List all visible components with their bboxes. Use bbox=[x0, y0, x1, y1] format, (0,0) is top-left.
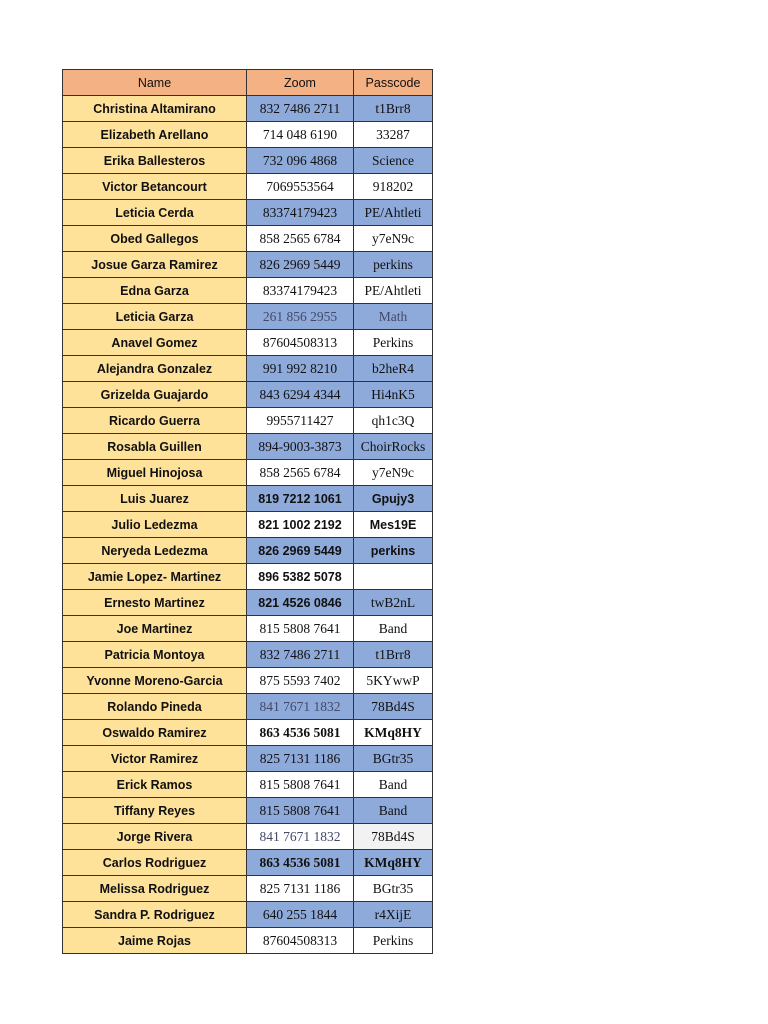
passcode-cell: Perkins bbox=[354, 330, 433, 356]
passcode-cell: qh1c3Q bbox=[354, 408, 433, 434]
table-row bbox=[63, 876, 433, 902]
name-cell: Ernesto Martinez bbox=[63, 590, 247, 616]
passcode-cell: KMq8HY bbox=[354, 720, 433, 746]
passcode-cell: b2heR4 bbox=[354, 356, 433, 382]
table-row bbox=[63, 408, 433, 434]
zoom-id-cell: 843 6294 4344 bbox=[247, 382, 354, 408]
name-cell: Yvonne Moreno-Garcia bbox=[63, 668, 247, 694]
passcode-cell: Perkins bbox=[354, 928, 433, 954]
table-row bbox=[63, 616, 433, 642]
name-cell: Joe Martinez bbox=[63, 616, 247, 642]
passcode-cell: y7eN9c bbox=[354, 226, 433, 252]
passcode-cell: y7eN9c bbox=[354, 460, 433, 486]
name-cell: Victor Betancourt bbox=[63, 174, 247, 200]
zoom-id-cell: 826 2969 5449 bbox=[247, 252, 354, 278]
table-row bbox=[63, 928, 433, 954]
table-row bbox=[63, 772, 433, 798]
zoom-id-cell: 832 7486 2711 bbox=[247, 96, 354, 122]
table-row bbox=[63, 694, 433, 720]
zoom-id-cell: 815 5808 7641 bbox=[247, 772, 354, 798]
table-row bbox=[63, 200, 433, 226]
passcode-cell: 918202 bbox=[354, 174, 433, 200]
zoom-id-cell: 896 5382 5078 bbox=[247, 564, 354, 590]
zoom-id-cell: 894-9003-3873 bbox=[247, 434, 354, 460]
table-row bbox=[63, 538, 433, 564]
header-zoom: Zoom bbox=[247, 70, 354, 96]
passcode-cell: Hi4nK5 bbox=[354, 382, 433, 408]
passcode-cell: r4XijE bbox=[354, 902, 433, 928]
zoom-id-cell: 863 4536 5081 bbox=[247, 720, 354, 746]
table-row bbox=[63, 122, 433, 148]
name-cell: Ricardo Guerra bbox=[63, 408, 247, 434]
zoom-id-cell: 7069553564 bbox=[247, 174, 354, 200]
name-cell: Edna Garza bbox=[63, 278, 247, 304]
name-cell: Elizabeth Arellano bbox=[63, 122, 247, 148]
passcode-cell: t1Brr8 bbox=[354, 96, 433, 122]
zoom-id-cell: 714 048 6190 bbox=[247, 122, 354, 148]
table-row bbox=[63, 902, 433, 928]
passcode-cell: Science bbox=[354, 148, 433, 174]
name-cell: Josue Garza Ramirez bbox=[63, 252, 247, 278]
zoom-id-cell: 83374179423 bbox=[247, 278, 354, 304]
name-cell: Jamie Lopez- Martinez bbox=[63, 564, 247, 590]
zoom-id-cell: 991 992 8210 bbox=[247, 356, 354, 382]
passcode-cell: Gpujy3 bbox=[354, 486, 433, 512]
zoom-id-cell: 825 7131 1186 bbox=[247, 876, 354, 902]
table-row bbox=[63, 382, 433, 408]
zoom-id-cell: 821 1002 2192 bbox=[247, 512, 354, 538]
name-cell: Anavel Gomez bbox=[63, 330, 247, 356]
passcode-cell: BGtr35 bbox=[354, 746, 433, 772]
table-row bbox=[63, 174, 433, 200]
zoom-id-cell: 87604508313 bbox=[247, 928, 354, 954]
header-passcode: Passcode bbox=[354, 70, 433, 96]
zoom-id-cell: 858 2565 6784 bbox=[247, 226, 354, 252]
passcode-cell: PE/Ahtleti bbox=[354, 278, 433, 304]
zoom-id-cell: 826 2969 5449 bbox=[247, 538, 354, 564]
table-row bbox=[63, 330, 433, 356]
passcode-cell: KMq8HY bbox=[354, 850, 433, 876]
name-cell: Rosabla Guillen bbox=[63, 434, 247, 460]
table-row bbox=[63, 798, 433, 824]
table-row bbox=[63, 226, 433, 252]
passcode-cell: Mes19E bbox=[354, 512, 433, 538]
passcode-cell: ChoirRocks bbox=[354, 434, 433, 460]
zoom-id-cell: 640 255 1844 bbox=[247, 902, 354, 928]
zoom-id-cell: 875 5593 7402 bbox=[247, 668, 354, 694]
passcode-cell: 78Bd4S bbox=[354, 694, 433, 720]
header-name: Name bbox=[63, 70, 247, 96]
table-row bbox=[63, 304, 433, 330]
passcode-cell: t1Brr8 bbox=[354, 642, 433, 668]
zoom-id-cell: 858 2565 6784 bbox=[247, 460, 354, 486]
name-cell: Miguel Hinojosa bbox=[63, 460, 247, 486]
name-cell: Erick Ramos bbox=[63, 772, 247, 798]
passcode-cell: twB2nL bbox=[354, 590, 433, 616]
zoom-id-cell: 819 7212 1061 bbox=[247, 486, 354, 512]
passcode-cell: BGtr35 bbox=[354, 876, 433, 902]
passcode-cell: PE/Ahtleti bbox=[354, 200, 433, 226]
name-cell: Grizelda Guajardo bbox=[63, 382, 247, 408]
table-row bbox=[63, 356, 433, 382]
zoom-roster-table bbox=[62, 69, 433, 954]
passcode-cell: 78Bd4S bbox=[354, 824, 433, 850]
name-cell: Christina Altamirano bbox=[63, 96, 247, 122]
name-cell: Tiffany Reyes bbox=[63, 798, 247, 824]
zoom-id-cell: 732 096 4868 bbox=[247, 148, 354, 174]
zoom-id-cell: 825 7131 1186 bbox=[247, 746, 354, 772]
zoom-id-cell: 83374179423 bbox=[247, 200, 354, 226]
table-row bbox=[63, 96, 433, 122]
table-row bbox=[63, 746, 433, 772]
table-row bbox=[63, 850, 433, 876]
table-row bbox=[63, 486, 433, 512]
table-row bbox=[63, 668, 433, 694]
name-cell: Julio Ledezma bbox=[63, 512, 247, 538]
zoom-id-cell: 841 7671 1832 bbox=[247, 824, 354, 850]
table-row bbox=[63, 434, 433, 460]
table-row bbox=[63, 278, 433, 304]
zoom-id-cell: 863 4536 5081 bbox=[247, 850, 354, 876]
name-cell: Oswaldo Ramirez bbox=[63, 720, 247, 746]
name-cell: Alejandra Gonzalez bbox=[63, 356, 247, 382]
passcode-cell: Band bbox=[354, 616, 433, 642]
passcode-cell: 5KYwwP bbox=[354, 668, 433, 694]
name-cell: Patricia Montoya bbox=[63, 642, 247, 668]
passcode-cell: Band bbox=[354, 798, 433, 824]
table-row bbox=[63, 564, 433, 590]
name-cell: Leticia Cerda bbox=[63, 200, 247, 226]
zoom-id-cell: 261 856 2955 bbox=[247, 304, 354, 330]
passcode-cell: 33287 bbox=[354, 122, 433, 148]
name-cell: Carlos Rodriguez bbox=[63, 850, 247, 876]
zoom-id-cell: 9955711427 bbox=[247, 408, 354, 434]
table-row bbox=[63, 512, 433, 538]
zoom-id-cell: 832 7486 2711 bbox=[247, 642, 354, 668]
name-cell: Neryeda Ledezma bbox=[63, 538, 247, 564]
name-cell: Obed Gallegos bbox=[63, 226, 247, 252]
passcode-cell: perkins bbox=[354, 252, 433, 278]
zoom-id-cell: 841 7671 1832 bbox=[247, 694, 354, 720]
passcode-cell: Band bbox=[354, 772, 433, 798]
table-row bbox=[63, 642, 433, 668]
name-cell: Victor Ramirez bbox=[63, 746, 247, 772]
zoom-id-cell: 815 5808 7641 bbox=[247, 616, 354, 642]
zoom-id-cell: 821 4526 0846 bbox=[247, 590, 354, 616]
header-row bbox=[63, 70, 433, 96]
table-row bbox=[63, 148, 433, 174]
table-row bbox=[63, 824, 433, 850]
name-cell: Melissa Rodriguez bbox=[63, 876, 247, 902]
name-cell: Luis Juarez bbox=[63, 486, 247, 512]
name-cell: Rolando Pineda bbox=[63, 694, 247, 720]
zoom-id-cell: 815 5808 7641 bbox=[247, 798, 354, 824]
name-cell: Leticia Garza bbox=[63, 304, 247, 330]
passcode-cell bbox=[354, 564, 433, 590]
table-row bbox=[63, 590, 433, 616]
zoom-id-cell: 87604508313 bbox=[247, 330, 354, 356]
passcode-cell: perkins bbox=[354, 538, 433, 564]
table-row bbox=[63, 252, 433, 278]
passcode-cell: Math bbox=[354, 304, 433, 330]
name-cell: Sandra P. Rodriguez bbox=[63, 902, 247, 928]
name-cell: Jaime Rojas bbox=[63, 928, 247, 954]
table-body bbox=[63, 96, 433, 954]
table-row bbox=[63, 460, 433, 486]
table-row bbox=[63, 720, 433, 746]
name-cell: Jorge Rivera bbox=[63, 824, 247, 850]
name-cell: Erika Ballesteros bbox=[63, 148, 247, 174]
